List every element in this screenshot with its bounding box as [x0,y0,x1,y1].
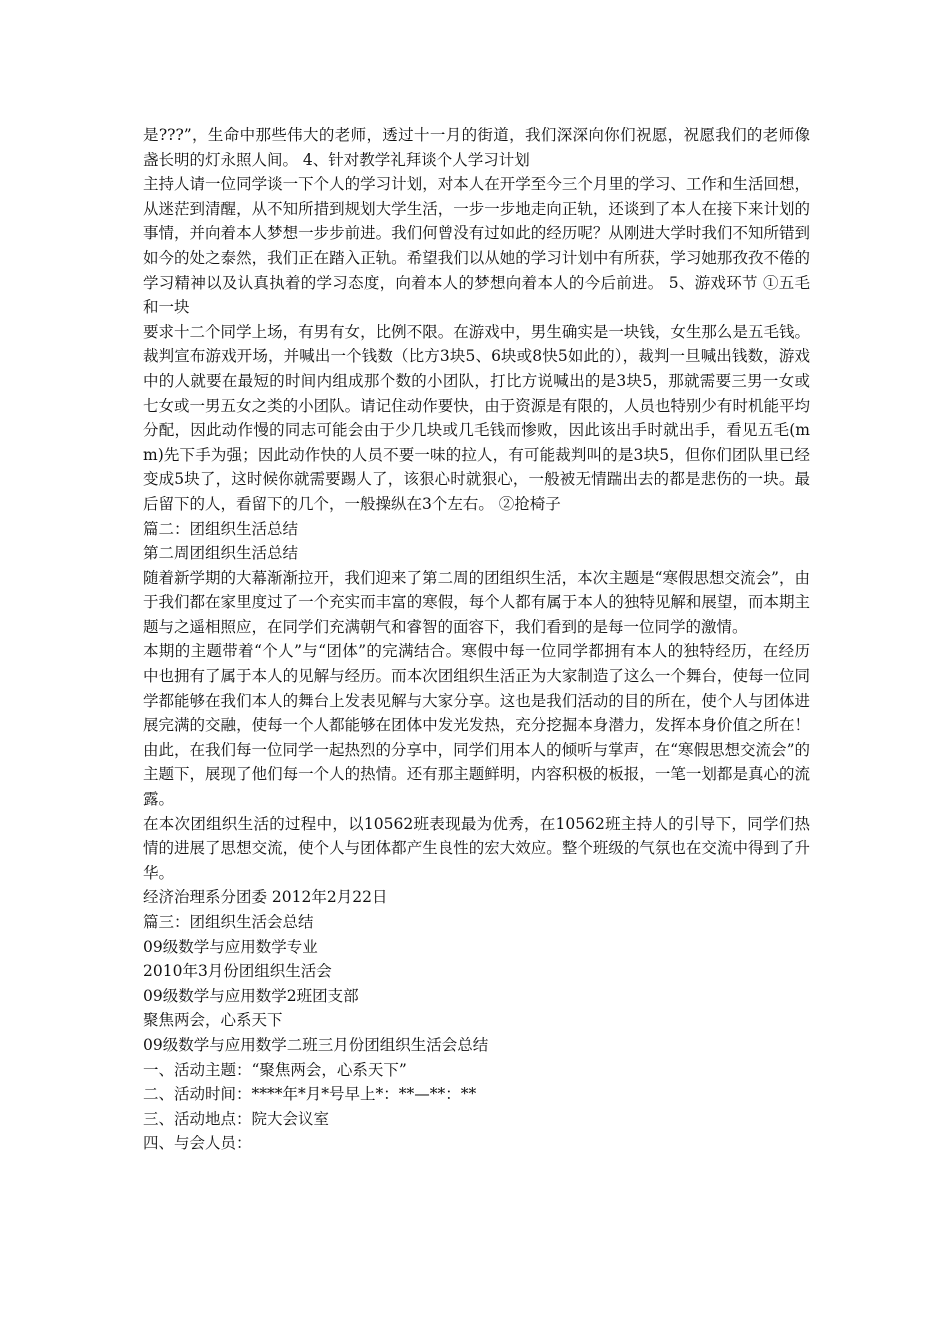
paragraph-0: 是???”，生命中那些伟大的老师，透过十一月的街道，我们深深向你们祝愿，祝愿我们的老师像盏长明的灯永照人间。 4、针对教学礼拜谈个人学习计划 [143,126,810,169]
paragraph-15: 一、活动主题：“聚焦两会，心系天下” [143,1060,407,1079]
paragraph-1: 主持人请一位同学谈一下个人的学习计划，对本人在开学至今三个月里的学习、工作和生活回想，从迷茫到清醒，从不知所措到规划大学生活，一步一步地走向正轨，还谈到了本人在接下来计划的事情，并向着本人梦想一步步前进。我们何曾没有过如此的经历呢？从刚进大学时我们不知所错到如今的处之泰然，我们正在踏入正轨。希望我们以从她的学习计划中有所获，学习她那孜孜不倦的学习精神以及认真执着的学习态度，向着本人的梦想向着本人的今后前进。 5、游戏环节 ①五毛和一块 [143,175,810,317]
paragraph-11: 2010年3月份团组织生活会 [143,962,332,981]
paragraph-14: 09级数学与应用数学二班三月份团组织生活会总结 [143,1035,489,1054]
paragraph-4: 第二周团组织生活总结 [143,544,299,563]
paragraph-5: 随着新学期的大幕渐渐拉开，我们迎来了第二周的团组织生活，本次主题是“寒假思想交流会”，由于我们都在家里度过了一个充实而丰富的寒假，每个人都有属于本人的独特见解和展望，而本期主题与之遥相照应，在同学们充满朝气和睿智的面容下，我们看到的是每一位同学的激情。 [143,568,810,636]
paragraph-3: 篇二：团组织生活总结 [143,519,299,538]
paragraph-9: 篇三：团组织生活会总结 [143,913,314,931]
document-page [143,123,810,1156]
paragraph-18: 四、与会人员： [143,1134,252,1153]
paragraph-10: 09级数学与应用数学专业 [143,937,318,956]
paragraph-8: 经济治理系分团委 2012年2月22日 [143,888,388,907]
paragraph-17: 三、活动地点：院大会议室 [143,1109,330,1128]
paragraph-6: 本期的主题带着“个人”与“团体”的完满结合。寒假中每一位同学都拥有本人的独特经历，在经历中也拥有了属于本人的见解与经历。而本次团组织生活正为大家制造了这么一个舞台，使每一位同学都能够在我们本人的舞台上发表见解与大家分享。这也是我们活动的目的所在，使个人与团体进展完满的交融，使每一个人都能够在团体中发光发热，充分挖掘本身潜力，发挥本身价值之所在！由此，在我们每一位同学一起热烈的分享中，同学们用本人的倾听与掌声，在“寒假思想交流会”的主题下，展现了他们每一个人的热情。还有那主题鲜明，内容积极的板报，一笔一划都是真心的流露。 [143,642,810,809]
paragraph-7: 在本次团组织生活的过程中，以10562班表现最为优秀，在10562班主持人的引导下，同学们热情的进展了思想交流，使个人与团体都产生良性的宏大效应。整个班级的气氛也在交流中得到了升华。 [143,814,810,882]
paragraph-16: 二、活动时间：****年*月*号早上*：**—**：** [143,1085,477,1104]
paragraph-2: 要求十二个同学上场，有男有女，比例不限。在游戏中，男生确实是一块钱，女生那么是五毛钱。裁判宣布游戏开场，并喊出一个钱数（比方3块5、6块或8快5如此的），裁判一旦喊出钱数，游戏中的人就要在最短的时间内组成那个数的小团队，打比方说喊出的是3块5，那就需要三男一女或七女或一男五女之类的小团队。请记住动作要快，由于资源是有限的，人员也特别少有时机能平均分配，因此动作慢的同志可能会由于少几块或几毛钱而惨败，因此该出手时就出手，看见五毛(mm)先下手为强；因此动作快的人员不要一味的拉人，有可能裁判叫的是3块5，但你们团队里已经变成5块了，这时候你就需要踢人了，该狠心时就狠心，一般被无情踹出去的都是悲伤的一块。最后留下的人，看留下的几个，一般操纵在3个左右。 ②抢椅子 [143,322,810,513]
paragraph-13: 聚焦两会，心系天下 [143,1011,283,1030]
paragraph-12: 09级数学与应用数学2班团支部 [143,986,359,1005]
